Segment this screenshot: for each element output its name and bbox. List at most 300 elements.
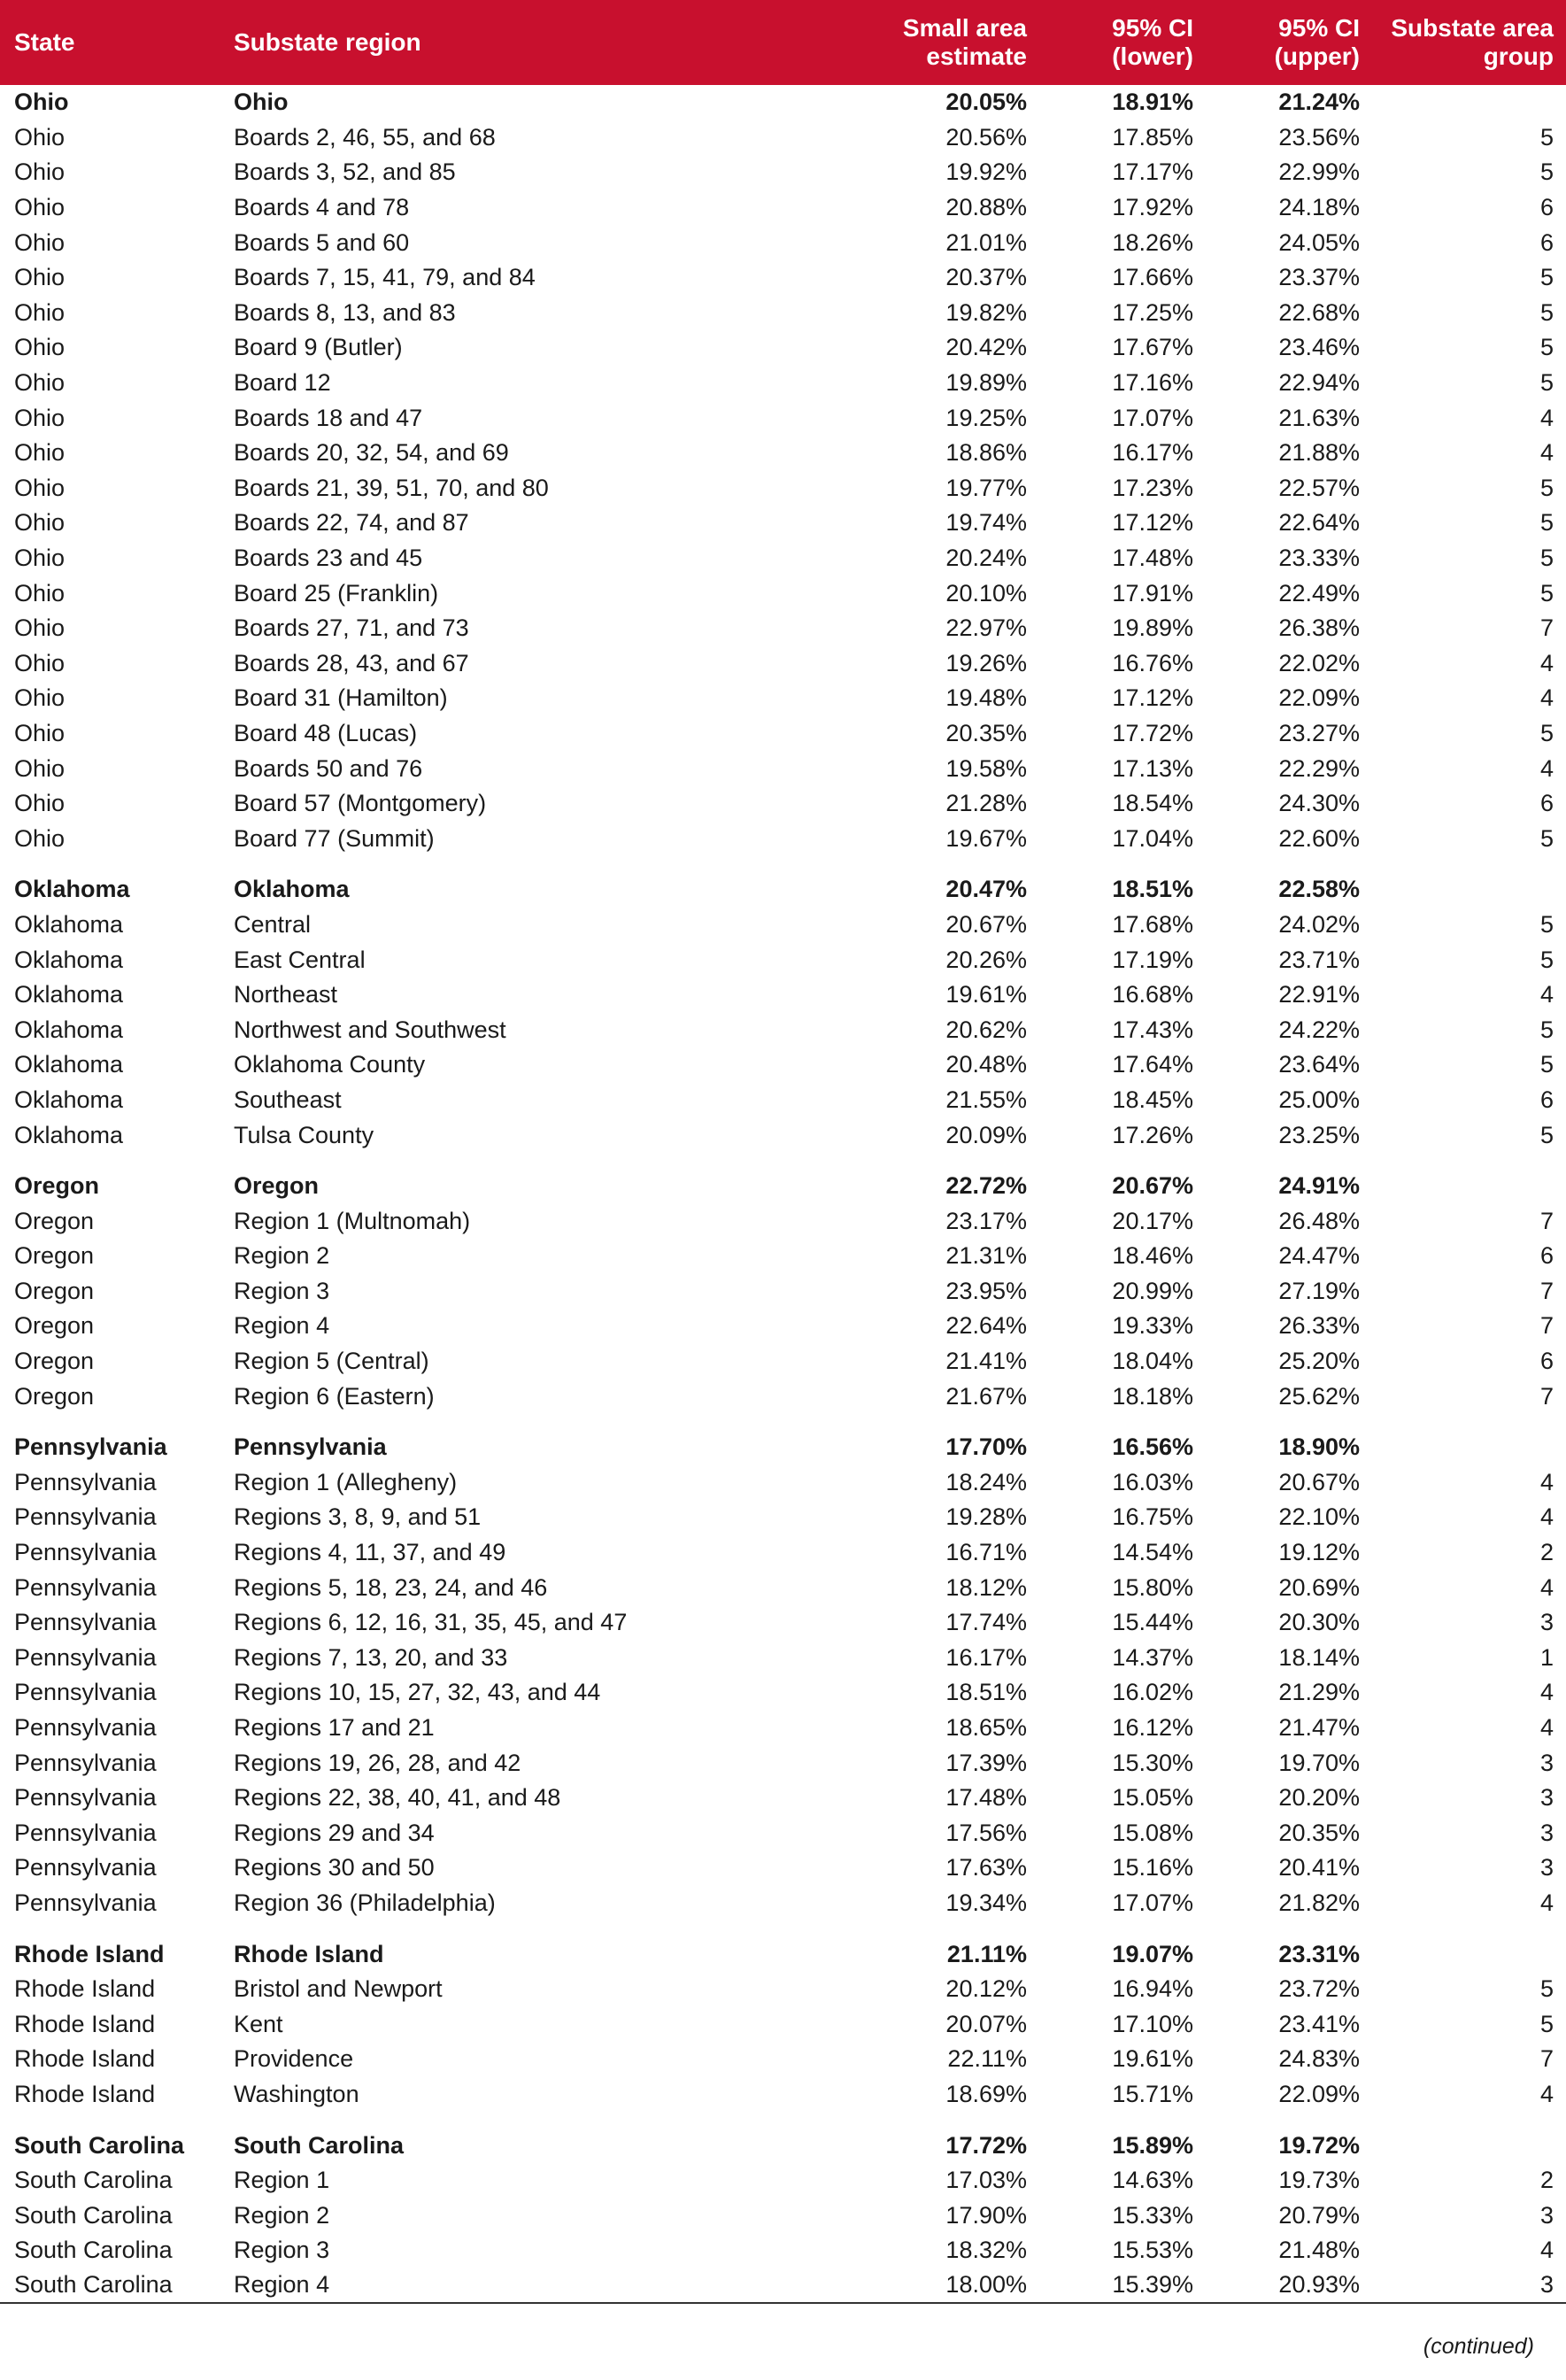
cell-state: Rhode Island	[14, 1940, 165, 1967]
cell-substate-region: Rhode Island	[234, 1940, 384, 1967]
cell-group: 5	[1539, 474, 1554, 501]
cell-ci-lower: 15.89%	[1112, 2131, 1193, 2159]
cell-state: South Carolina	[14, 2237, 173, 2264]
table-row	[0, 786, 1566, 822]
table-row	[0, 1274, 1566, 1310]
cell-substate-region: Boards 18 and 47	[234, 404, 423, 431]
cell-state: Ohio	[14, 194, 66, 221]
cell-estimate: 20.56%	[945, 123, 1027, 151]
cell-group: 4	[1539, 404, 1554, 431]
cell-state: Ohio	[14, 545, 66, 572]
table-row	[0, 225, 1566, 260]
cell-state: Oregon	[14, 1312, 95, 1340]
table-row	[0, 1745, 1566, 1781]
header-small-area-estimate: Small area estimate	[902, 14, 1027, 70]
table-row	[0, 1675, 1566, 1711]
cell-group: 7	[1539, 1207, 1554, 1234]
cell-estimate: 19.89%	[945, 369, 1027, 397]
cell-estimate: 21.01%	[945, 228, 1027, 256]
cell-substate-region: Southeast	[234, 1086, 342, 1113]
cell-estimate: 22.72%	[945, 1172, 1027, 1200]
cell-ci-upper: 20.79%	[1278, 2201, 1360, 2229]
cell-state: Oregon	[14, 1207, 95, 1234]
cell-state: South Carolina	[0, 2268, 234, 2304]
cell-ci-lower: 18.46%	[1112, 1242, 1193, 1270]
cell-substate-region: Boards 21, 39, 51, 70, and 80	[234, 474, 549, 501]
cell-estimate: 19.77%	[945, 474, 1027, 501]
cell-estimate: 16.17%	[945, 1643, 1027, 1671]
cell-group: 7	[1539, 2045, 1554, 2073]
cell-estimate: 21.11%	[946, 1940, 1027, 1967]
cell-group: 6	[1539, 1086, 1554, 1113]
cell-state: Oklahoma	[14, 1086, 124, 1113]
cell-state: Ohio	[14, 439, 66, 467]
cell-estimate: 17.74%	[945, 1609, 1027, 1636]
cell-substate-region: Central	[234, 910, 312, 938]
cell-ci-upper: 23.31%	[1278, 1940, 1360, 1967]
cell-substate-region: Region 3	[234, 2237, 330, 2264]
cell-state: Oregon	[14, 1382, 95, 1410]
cell-state: Oregon	[14, 1242, 95, 1270]
spacer-cell	[0, 1153, 1566, 1169]
cell-substate-region: Board 12	[234, 369, 331, 397]
cell-estimate: 16.71%	[945, 1539, 1027, 1566]
cell-group: 5	[1539, 158, 1554, 186]
cell-ci-lower: 15.16%	[1112, 1854, 1193, 1882]
cell-ci-lower: 17.04%	[1112, 824, 1193, 852]
header-ci-upper: 95% CI (upper)	[1274, 14, 1360, 70]
cell-substate-region: Boards 20, 32, 54, and 69	[234, 439, 509, 467]
cell-group: 4	[1539, 649, 1554, 676]
table-row	[0, 1117, 1566, 1153]
cell-estimate: 18.65%	[945, 1714, 1027, 1742]
cell-ci-lower: 18.91%	[1112, 89, 1193, 116]
cell-group: 7	[1539, 1382, 1554, 1410]
cell-group	[1360, 2128, 1566, 2163]
cell-state: Ohio	[14, 404, 66, 431]
table-row	[0, 366, 1566, 401]
cell-group: 5	[1539, 824, 1554, 852]
table-row	[0, 541, 1566, 576]
cell-ci-upper: 21.88%	[1278, 439, 1360, 467]
cell-substate-region: Boards 23 and 45	[234, 545, 423, 572]
table-row	[0, 2042, 1566, 2077]
cell-ci-upper: 22.49%	[1278, 579, 1360, 607]
table-row	[0, 1886, 1566, 1921]
cell-ci-upper: 20.69%	[1278, 1573, 1360, 1601]
state-total-row	[0, 1430, 1566, 1465]
cell-group: 2	[1539, 1539, 1554, 1566]
cell-ci-upper: 24.18%	[1278, 194, 1360, 221]
cell-state: Oregon	[14, 1277, 95, 1304]
cell-group: 4	[1539, 2237, 1554, 2264]
cell-substate-region: Region 36 (Philadelphia)	[234, 1889, 496, 1916]
cell-group: 3	[1539, 1609, 1554, 1636]
cell-ci-upper: 24.22%	[1278, 1016, 1360, 1043]
cell-state: Pennsylvania	[14, 1854, 157, 1882]
cell-group: 7	[1539, 1277, 1554, 1304]
cell-ci-upper: 21.24%	[1278, 89, 1360, 116]
cell-estimate: 20.26%	[945, 946, 1027, 973]
cell-ci-lower: 17.25%	[1112, 298, 1193, 326]
table-row	[0, 400, 1566, 436]
cell-substate-region: Boards 50 and 76	[234, 754, 423, 782]
table-row	[0, 471, 1566, 506]
cell-ci-upper: 21.82%	[1278, 1889, 1360, 1916]
cell-substate-region: Board 31 (Hamilton)	[234, 684, 448, 712]
cell-group: 4	[1539, 1714, 1554, 1742]
cell-ci-upper: 22.94%	[1278, 369, 1360, 397]
table-row	[0, 681, 1566, 716]
cell-ci-lower: 16.94%	[1112, 1975, 1193, 2003]
cell-ci-lower: 17.07%	[1112, 404, 1193, 431]
cell-ci-upper: 24.47%	[1278, 1242, 1360, 1270]
cell-ci-lower: 17.17%	[1112, 158, 1193, 186]
cell-estimate: 22.11%	[947, 2045, 1027, 2073]
cell-group: 2	[1539, 2167, 1554, 2194]
cell-ci-upper: 23.25%	[1278, 1121, 1360, 1148]
cell-ci-upper: 19.70%	[1278, 1749, 1360, 1776]
state-total-row	[0, 872, 1566, 908]
cell-ci-upper: 23.27%	[1278, 719, 1360, 746]
cell-group: 4	[1539, 1889, 1554, 1916]
cell-ci-upper: 25.62%	[1278, 1382, 1360, 1410]
table-row	[0, 1605, 1566, 1641]
table-row	[0, 1535, 1566, 1571]
cell-ci-upper: 23.33%	[1278, 545, 1360, 572]
cell-ci-lower: 17.64%	[1112, 1051, 1193, 1078]
cell-state: Oregon	[14, 1172, 100, 1200]
cell-substate-region: Regions 10, 15, 27, 32, 43, and 44	[234, 1679, 601, 1706]
cell-state: Pennsylvania	[14, 1433, 167, 1461]
cell-substate-region: Boards 27, 71, and 73	[234, 614, 469, 642]
cell-estimate: 20.67%	[945, 910, 1027, 938]
cell-ci-upper: 24.91%	[1278, 1172, 1360, 1200]
cell-estimate: 21.41%	[945, 1348, 1027, 1375]
cell-substate-region: Regions 29 and 34	[234, 1819, 435, 1846]
cell-state: Ohio	[14, 264, 66, 291]
cell-group: 5	[1539, 579, 1554, 607]
cell-ci-lower: 16.02%	[1112, 1679, 1193, 1706]
cell-group: 6	[1539, 228, 1554, 256]
cell-substate-region: Regions 6, 12, 16, 31, 35, 45, and 47	[234, 1609, 628, 1636]
cell-state: Oklahoma	[14, 1051, 124, 1078]
cell-estimate: 20.47%	[945, 876, 1027, 903]
table-row	[0, 978, 1566, 1013]
table-row	[0, 2233, 1566, 2268]
cell-group: 5	[1539, 264, 1554, 291]
cell-estimate: 23.95%	[945, 1277, 1027, 1304]
cell-group: 3	[1539, 1819, 1554, 1846]
cell-estimate: 20.35%	[945, 719, 1027, 746]
cell-ci-upper: 26.38%	[1278, 614, 1360, 642]
cell-ci-lower: 16.75%	[1112, 1503, 1193, 1531]
cell-substate-region: Boards 5 and 60	[234, 228, 410, 256]
cell-substate-region: Regions 19, 26, 28, and 42	[234, 1749, 521, 1776]
cell-estimate: 18.00%	[853, 2268, 1027, 2304]
cell-substate-region: Board 48 (Lucas)	[234, 719, 418, 746]
cell-ci-lower: 16.12%	[1112, 1714, 1193, 1742]
cell-estimate: 17.56%	[945, 1819, 1027, 1846]
cell-estimate: 19.92%	[945, 158, 1027, 186]
cell-ci-lower: 18.54%	[1112, 790, 1193, 817]
cell-group: 5	[1539, 910, 1554, 938]
cell-ci-upper: 19.73%	[1278, 2167, 1360, 2194]
cell-estimate: 20.24%	[945, 545, 1027, 572]
cell-estimate: 20.09%	[945, 1121, 1027, 1148]
cell-ci-upper: 27.19%	[1278, 1277, 1360, 1304]
cell-estimate: 18.12%	[945, 1573, 1027, 1601]
table-row	[0, 330, 1566, 366]
cell-estimate: 18.86%	[945, 439, 1027, 467]
cell-ci-lower: 17.72%	[1112, 719, 1193, 746]
cell-ci-upper: 22.57%	[1278, 474, 1360, 501]
cell-ci-lower: 17.07%	[1112, 1889, 1193, 1916]
cell-estimate: 20.07%	[945, 2010, 1027, 2037]
cell-ci-lower: 17.26%	[1112, 1121, 1193, 1148]
cell-state: Pennsylvania	[14, 1819, 157, 1846]
cell-state: Oklahoma	[14, 981, 124, 1008]
cell-group: 5	[1539, 946, 1554, 973]
table-row	[0, 646, 1566, 682]
cell-group: 4	[1539, 2080, 1554, 2107]
cell-group: 6	[1539, 1242, 1554, 1270]
cell-state: Pennsylvania	[14, 1889, 157, 1916]
cell-ci-upper: 20.41%	[1278, 1854, 1360, 1882]
cell-ci-upper: 22.09%	[1278, 684, 1360, 712]
cell-state: Oklahoma	[14, 946, 124, 973]
cell-substate-region: Regions 7, 13, 20, and 33	[234, 1643, 508, 1671]
cell-ci-upper: 19.72%	[1278, 2131, 1360, 2159]
cell-estimate: 20.37%	[945, 264, 1027, 291]
cell-substate-region: Region 1 (Multnomah)	[234, 1207, 471, 1234]
cell-state: Ohio	[14, 228, 66, 256]
cell-ci-lower: 18.51%	[1112, 876, 1193, 903]
cell-state: Ohio	[14, 158, 66, 186]
cell-substate-region: Regions 22, 38, 40, 41, and 48	[234, 1784, 561, 1812]
cell-estimate: 22.64%	[945, 1312, 1027, 1340]
cell-substate-region: Boards 4 and 78	[234, 194, 410, 221]
cell-estimate: 18.69%	[945, 2080, 1027, 2107]
cell-estimate: 20.88%	[945, 194, 1027, 221]
cell-ci-lower: 17.92%	[1112, 194, 1193, 221]
cell-state: Pennsylvania	[14, 1643, 157, 1671]
cell-ci-lower: 19.89%	[1112, 614, 1193, 642]
cell-ci-lower: 20.67%	[1112, 1172, 1193, 1200]
cell-ci-lower: 16.68%	[1112, 981, 1193, 1008]
cell-substate-region: Region 1	[234, 2167, 330, 2194]
cell-ci-upper: 23.56%	[1278, 123, 1360, 151]
cell-ci-lower: 17.68%	[1112, 910, 1193, 938]
table-row	[0, 2268, 1566, 2304]
cell-ci-upper: 26.48%	[1278, 1207, 1360, 1234]
cell-ci-lower: 17.16%	[1112, 369, 1193, 397]
cell-group: 4	[1539, 1503, 1554, 1531]
cell-state: Ohio	[14, 298, 66, 326]
table-row	[0, 155, 1566, 190]
cell-substate-region: Oklahoma	[234, 876, 350, 903]
cell-state: Oklahoma	[14, 1016, 124, 1043]
cell-group: 4	[1539, 1468, 1554, 1495]
cell-state: Ohio	[14, 824, 66, 852]
cell-group: 3	[1539, 1854, 1554, 1882]
cell-ci-lower: 15.53%	[1112, 2237, 1193, 2264]
cell-ci-upper: 22.68%	[1278, 298, 1360, 326]
table-row	[0, 2163, 1566, 2198]
cell-ci-upper: 25.20%	[1278, 1348, 1360, 1375]
cell-state: Ohio	[14, 614, 66, 642]
cell-ci-upper: 22.99%	[1278, 158, 1360, 186]
cell-estimate: 20.05%	[945, 89, 1027, 116]
section-spacer	[0, 1920, 1566, 1936]
cell-state: Pennsylvania	[14, 1468, 157, 1495]
cell-ci-lower: 14.54%	[1112, 1539, 1193, 1566]
cell-ci-lower: 14.37%	[1112, 1643, 1193, 1671]
cell-ci-lower: 15.71%	[1112, 2080, 1193, 2107]
table-row	[0, 751, 1566, 786]
cell-state: Pennsylvania	[14, 1784, 157, 1812]
cell-state: Pennsylvania	[14, 1749, 157, 1776]
cell-state: South Carolina	[14, 2167, 173, 2194]
cell-substate-region: Regions 5, 18, 23, 24, and 46	[234, 1573, 548, 1601]
cell-group: 3	[1539, 1784, 1554, 1812]
table-row	[0, 120, 1566, 156]
cell-state: Ohio	[14, 334, 66, 361]
cell-group: 4	[1539, 754, 1554, 782]
cell-state: Ohio	[14, 579, 66, 607]
cell-ci-lower: 18.04%	[1112, 1348, 1193, 1375]
cell-substate-region: Region 4	[234, 1312, 330, 1340]
cell-state: Ohio	[14, 474, 66, 501]
cell-group: 5	[1539, 545, 1554, 572]
cell-ci-upper: 23.72%	[1278, 1975, 1360, 2003]
cell-substate-region: Kent	[234, 2010, 283, 2037]
cell-state: Ohio	[14, 89, 69, 116]
table-row	[0, 1465, 1566, 1501]
cell-ci-upper: 26.33%	[1278, 1312, 1360, 1340]
cell-group: 7	[1539, 614, 1554, 642]
cell-substate-region: Oregon	[234, 1172, 320, 1200]
cell-ci-lower: 15.30%	[1112, 1749, 1193, 1776]
cell-group: 4	[1539, 1679, 1554, 1706]
section-spacer	[0, 1414, 1566, 1430]
cell-state: Rhode Island	[14, 2045, 156, 2073]
cell-ci-upper: 22.64%	[1278, 509, 1360, 537]
cell-ci-lower: 15.39%	[1027, 2268, 1193, 2304]
cell-ci-upper: 24.02%	[1278, 910, 1360, 938]
cell-substate-region: Boards 2, 46, 55, and 68	[234, 123, 496, 151]
cell-group: 5	[1539, 298, 1554, 326]
cell-group: 1	[1539, 1643, 1554, 1671]
cell-estimate: 19.67%	[945, 824, 1027, 852]
state-total-row	[0, 85, 1566, 120]
cell-ci-upper: 24.30%	[1278, 790, 1360, 817]
cell-ci-upper: 18.14%	[1278, 1643, 1360, 1671]
cell-ci-lower: 17.10%	[1112, 2010, 1193, 2037]
cell-substate-region: Board 9 (Butler)	[234, 334, 403, 361]
table-row	[0, 296, 1566, 331]
table-row	[0, 1711, 1566, 1746]
continued-note: (continued)	[1423, 2334, 1534, 2359]
table-row	[0, 1047, 1566, 1083]
cell-ci-upper: 24.05%	[1278, 228, 1360, 256]
cell-estimate: 21.28%	[945, 790, 1027, 817]
cell-state: Pennsylvania	[14, 1714, 157, 1742]
cell-group: 5	[1539, 1051, 1554, 1078]
cell-group: 5	[1539, 334, 1554, 361]
cell-group: 3	[1539, 2201, 1554, 2229]
cell-estimate: 17.72%	[945, 2131, 1027, 2159]
cell-estimate: 21.55%	[945, 1086, 1027, 1113]
table-row	[0, 1500, 1566, 1535]
cell-substate-region: Regions 4, 11, 37, and 49	[234, 1539, 506, 1566]
table-row	[0, 1641, 1566, 1676]
cell-substate-region: Regions 30 and 50	[234, 1854, 435, 1882]
cell-ci-lower: 17.23%	[1112, 474, 1193, 501]
table-row	[0, 576, 1566, 611]
cell-substate-region: Boards 22, 74, and 87	[234, 509, 469, 537]
cell-estimate: 23.17%	[945, 1207, 1027, 1234]
cell-substate-region: Pennsylvania	[234, 1433, 387, 1461]
spacer-cell	[0, 1920, 1566, 1936]
cell-ci-upper: 25.00%	[1278, 1086, 1360, 1113]
cell-group: 6	[1539, 194, 1554, 221]
cell-estimate: 18.51%	[945, 1679, 1027, 1706]
cell-group: 6	[1539, 1348, 1554, 1375]
cell-state: Pennsylvania	[14, 1679, 157, 1706]
cell-ci-lower: 17.13%	[1112, 754, 1193, 782]
cell-estimate: 19.25%	[945, 404, 1027, 431]
cell-group	[1360, 1936, 1566, 1972]
table-row	[0, 611, 1566, 646]
cell-group: 4	[1539, 684, 1554, 712]
section-spacer	[0, 856, 1566, 872]
table-row	[0, 1379, 1566, 1414]
table-row	[0, 1012, 1566, 1047]
cell-substate-region: Ohio	[234, 89, 289, 116]
cell-substate-region: Washington	[234, 2080, 359, 2107]
cell-state: Oklahoma	[14, 910, 124, 938]
cell-ci-lower: 17.12%	[1112, 684, 1193, 712]
cell-state: South Carolina	[14, 2131, 185, 2159]
cell-ci-lower: 15.08%	[1112, 1819, 1193, 1846]
cell-state: Ohio	[14, 123, 66, 151]
table-body	[0, 85, 1566, 2303]
cell-group: 5	[1539, 1121, 1554, 1148]
cell-ci-lower: 18.18%	[1112, 1382, 1193, 1410]
cell-ci-lower: 15.80%	[1112, 1573, 1193, 1601]
section-spacer	[0, 2112, 1566, 2128]
cell-estimate: 19.61%	[945, 981, 1027, 1008]
cell-ci-upper: 21.47%	[1278, 1714, 1360, 1742]
cell-estimate: 20.48%	[945, 1051, 1027, 1078]
cell-state: Rhode Island	[14, 2010, 156, 2037]
cell-estimate: 19.28%	[945, 1503, 1027, 1531]
table-header-row	[0, 0, 1566, 85]
cell-ci-lower: 17.48%	[1112, 545, 1193, 572]
table-row	[0, 1570, 1566, 1605]
cell-ci-lower: 16.17%	[1112, 439, 1193, 467]
cell-estimate: 17.39%	[945, 1749, 1027, 1776]
cell-ci-upper: 20.67%	[1278, 1468, 1360, 1495]
cell-ci-lower: 15.33%	[1112, 2201, 1193, 2229]
state-total-row	[0, 1169, 1566, 1204]
cell-substate-region: Board 25 (Franklin)	[234, 579, 439, 607]
table-row	[0, 942, 1566, 978]
table-row	[0, 2077, 1566, 2113]
cell-estimate: 20.62%	[945, 1016, 1027, 1043]
cell-substate-region: Region 4	[234, 2268, 853, 2304]
